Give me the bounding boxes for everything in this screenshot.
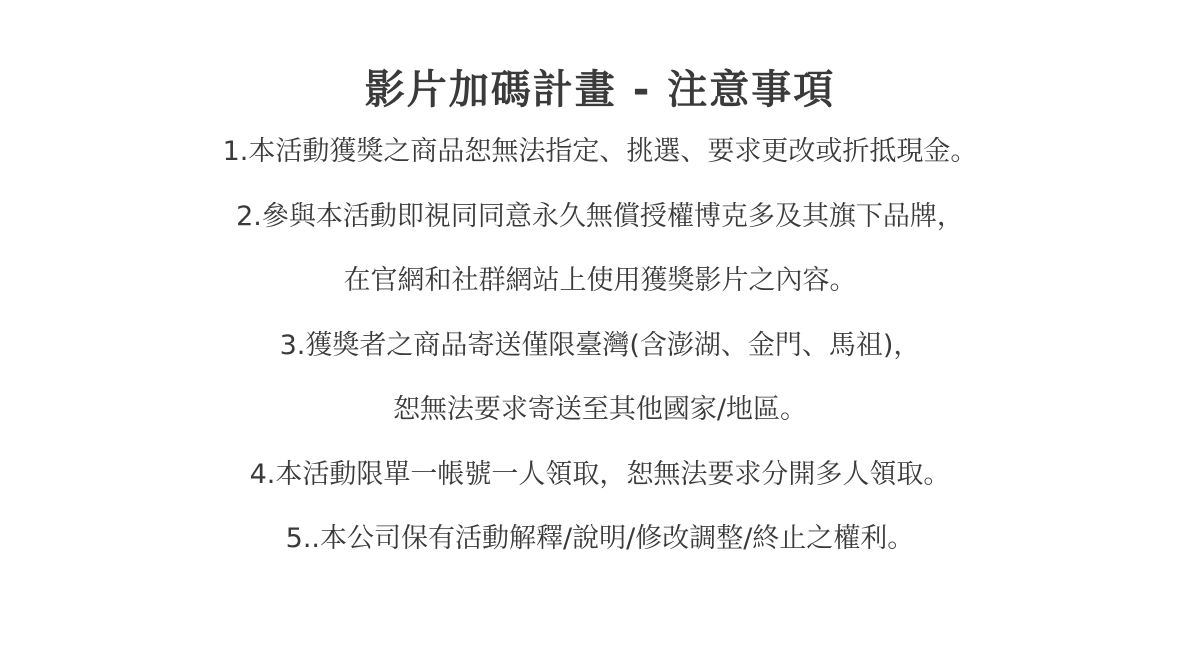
page-title: 影片加碼計畫 - 注意事項 (364, 66, 836, 113)
note-2-line-1: 2.參與本活動即視同同意永久無償授權博克多及其旗下品牌， (236, 200, 964, 232)
note-3-line-1: 3.獲獎者之商品寄送僅限臺灣(含澎湖、金門、馬祖)， (279, 329, 921, 361)
note-2-line-2: 在官網和社群網站上使用獲獎影片之內容。 (343, 265, 857, 296)
note-1-line: 1.本活動獲獎之商品恕無法指定、挑選、要求更改或折抵現金。 (222, 136, 978, 167)
notes-list (0, 120, 1200, 572)
note-3-line-2: 恕無法要求寄送至其他國家/地區。 (392, 394, 808, 425)
note-4-line: 4.本活動限單一帳號一人領取，恕無法要求分開多人領取。 (249, 458, 951, 490)
note-5-line: 5..本公司保有活動解釋/說明/修改調整/終止之權利。 (285, 523, 915, 554)
